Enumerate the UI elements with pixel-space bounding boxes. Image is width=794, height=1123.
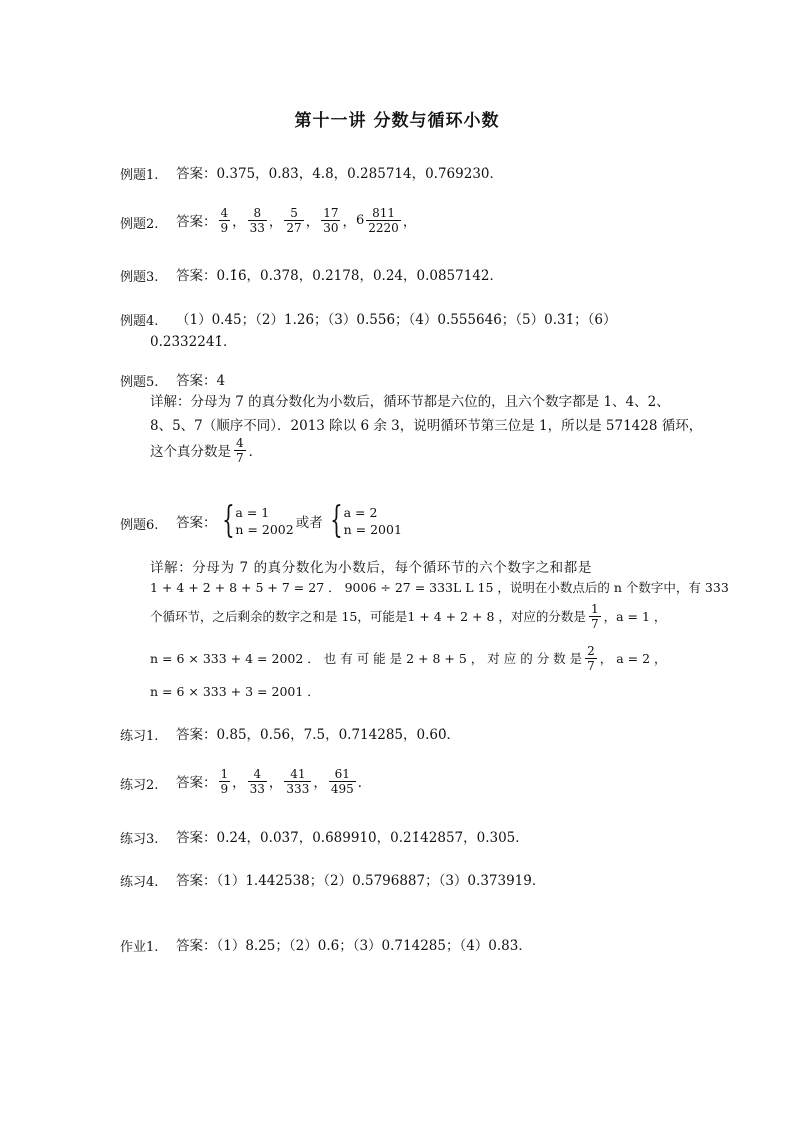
denominator: 27 [286,220,302,235]
separator: ， [342,214,356,230]
fraction [366,206,401,235]
example-2-label: 例题2. [120,217,159,232]
practice-3-answer: 答案：0.2̇4̇，0.03̇7̇，0.6̇89910̇，0.21̇42857̇，0.305̇． [176,830,529,846]
detail-text: n = 6 × 333 + 4 = 2002 ． 也 有 可 能 是 2 + 8 + 5 ， 对 应 的 分 数 是 [150,651,583,666]
mixed-number-whole: 6 [355,212,365,228]
example-6-detail-4 [150,640,667,676]
detail-text: ． [248,444,263,460]
separator: ， [268,214,283,230]
practice-1-label: 练习1. [120,729,159,744]
practice-2-answer [176,760,371,802]
equation-n: n = 2002 [235,522,294,537]
fraction [248,767,267,796]
numerator: 4 [248,767,267,782]
detail-text: 个循环节，之后剩余的数字之和是 15，可能是1 + 4 + 2 + 8 ，对应的分数是 [150,609,586,624]
fraction [248,206,267,235]
example-1-answer: 答案：0.375，0.83̇，4.8̇，0.2̇85714̇，0.7̇69230̇． [176,166,504,182]
example-6-detail-3 [150,598,666,634]
example-5-answer: 答案：4 [176,373,226,389]
separator: ， [232,775,246,791]
example-5-detail-2: 8、5、7（顺序不同）．2013 除以 6 余 3，说明循环节第三位是 1，所以是 571428 循环， [150,418,703,434]
page-title: 第十一讲 分数与循环小数 [294,111,500,131]
example-2-prefix: 答案： [176,214,217,230]
equation-a: a = 1 [235,505,270,520]
homework-1-answer: 答案：（1）8.25；（2）0.6̇；（3）0.7̇14285̇；（4）0.83̇． [176,938,532,954]
example-5-detail-1: 详解：分母为 7 的真分数化为小数后，循环节都是六位的，且六个数字都是 1、4、2、 [150,394,670,410]
separator: ， [232,214,246,230]
answer-prefix: 答案： [176,775,217,791]
practice-3-label: 练习3. [120,832,159,847]
period: ． [357,775,372,791]
separator: ， [313,775,327,791]
or-text: 或者 [295,515,323,531]
example-3-answer: 答案：0.1̇6̇，0.3̇78̇，0.2̇178̇，0.2̇4̇，0.08̇57142̇． [176,268,504,284]
fraction [219,767,231,796]
fraction [321,206,340,235]
numerator: 61 [329,767,356,782]
detail-text: ， a = 2 ， [599,651,667,666]
example-2-answer [176,200,416,240]
separator: ， [402,214,417,230]
numerator: 1 [220,766,229,781]
left-brace-icon: { [329,500,343,541]
separator: ， [305,214,320,230]
equation-n: n = 2001 [343,522,402,537]
numerator: 41 [284,767,311,782]
answer-prefix: 答案： [176,515,217,531]
denominator: 33 [249,781,265,796]
numerator: 1 [590,601,599,616]
detail-text: 这个真分数是 [150,444,231,460]
numerator: 17 [323,205,339,220]
example-6-detail-2: 1 + 4 + 2 + 8 + 5 + 7 = 27 ． 9006 ÷ 27 = 333L L 15 ，说明在小数点后的 n 个数字中，有 333 [150,580,729,595]
fraction [234,436,246,465]
practice-2-label: 练习2. [120,778,159,793]
numerator: 5 [284,206,303,221]
denominator: 7 [587,658,595,673]
separator: ， [268,775,283,791]
example-6-detail-5: n = 6 × 333 + 3 = 2001 ． [150,684,320,699]
denominator: 333 [286,781,310,796]
example-5-label: 例题5. [120,375,159,390]
denominator: 33 [249,220,265,235]
denominator: 9 [220,220,229,235]
example-6-answer [176,500,402,542]
denominator: 30 [323,220,339,235]
example-4-label: 例题4. [120,314,159,329]
practice-1-answer: 答案：0.85，0.56，7.5̇，0.7̇14285̇，0.60̇． [176,727,461,743]
denominator: 7 [236,450,244,465]
homework-1-label: 作业1. [120,940,159,955]
example-4-answer-line-2: 0.23̇3224̇1̇． [150,334,237,350]
example-4-answer-line-1: （1）0.4̇5̇；（2）1.2̇6̇；（3）0.55̇6̇；（4）0.55564̇6̇；（5）0.3̇1̇；（6） [176,312,617,328]
detail-text: ，a = 1 ， [603,609,667,624]
practice-4-label: 练习4. [120,875,159,890]
denominator: 495 [330,781,354,796]
numerator: 811 [366,206,401,221]
left-brace-icon: { [221,500,235,541]
numerator: 2 [587,643,595,658]
denominator: 9 [220,781,229,796]
numerator: 8 [248,206,267,221]
fraction [284,206,303,235]
example-6-detail-1: 详解：分母为 7 的真分数化为小数后，每个循环节的六个数字之和都是 [150,560,592,576]
equation-system-2 [344,504,402,538]
example-3-label: 例题3. [120,270,159,285]
fraction [589,602,601,631]
denominator: 7 [590,616,599,631]
example-1-label: 例题1. [120,168,159,183]
fraction [219,206,231,235]
equation-system-1 [235,504,293,538]
fraction [284,767,311,796]
equation-a: a = 2 [343,505,378,520]
numerator: 4 [236,435,244,450]
practice-4-answer: 答案：（1）1.4̇42538̇；（2）0.5̇796887̇；（3）0.3̇73919̇． [176,873,546,889]
fraction [585,644,597,673]
fraction [329,767,356,796]
example-5-detail-3 [150,432,262,468]
denominator: 2220 [368,220,399,235]
example-6-label: 例题6. [120,518,159,533]
numerator: 4 [220,205,229,220]
